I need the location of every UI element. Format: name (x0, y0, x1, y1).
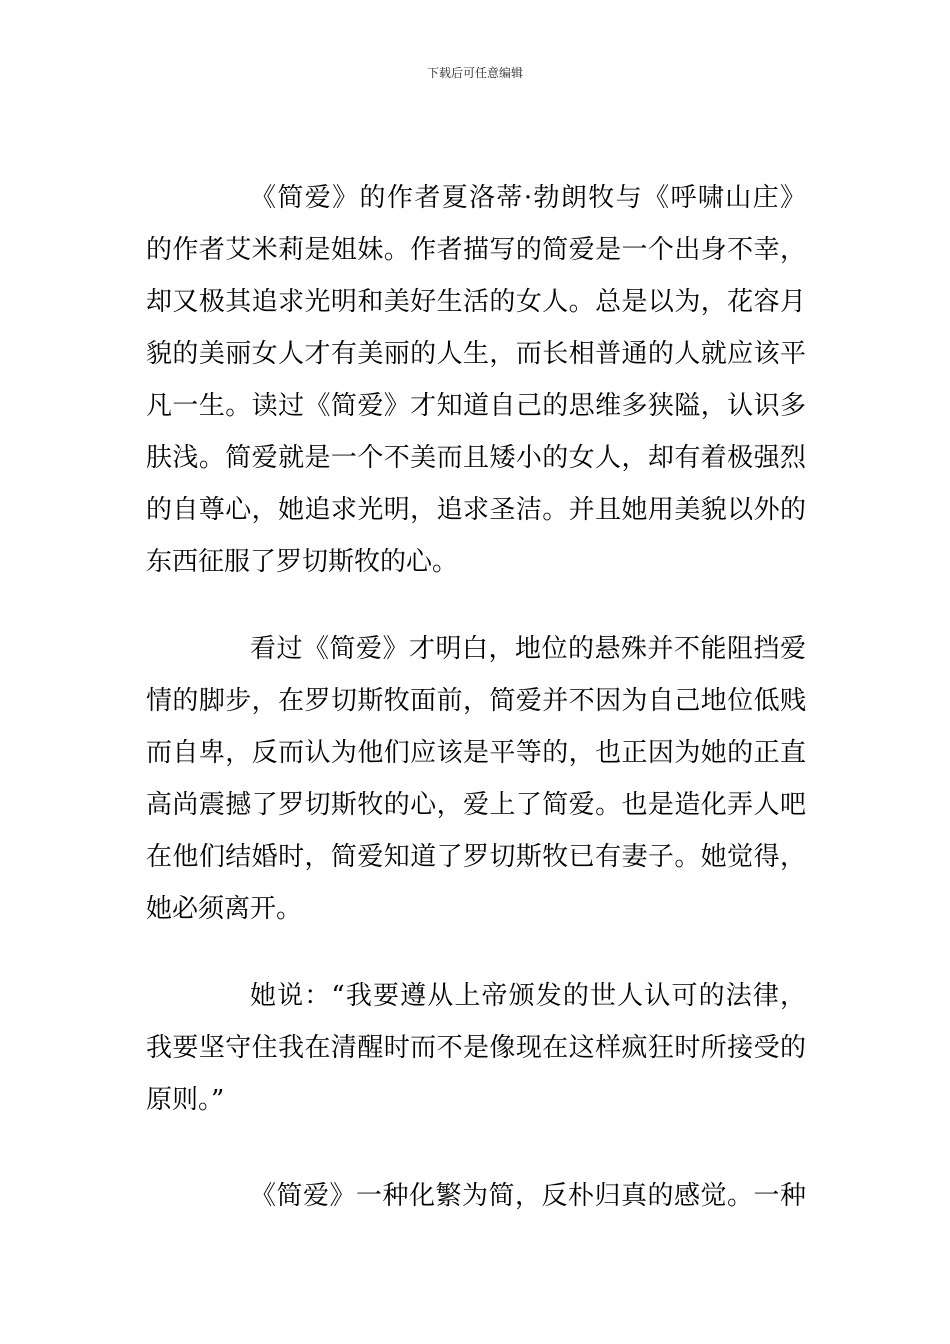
paragraph-1-line-7: 的自尊心，她追求光明，追求圣洁。并且她用美貌以外的 (146, 495, 806, 525)
paragraph-3-line-3: 原则。” (146, 1085, 225, 1115)
paragraph-1-line-6: 肤浅。简爱就是一个不美而且矮小的女人，却有着极强烈 (146, 443, 806, 473)
paragraph-1-line-2: 的作者艾米莉是姐妹。作者描写的简爱是一个出身不幸， (146, 235, 806, 265)
paragraph-1-line-4: 貌的美丽女人才有美丽的人生，而长相普通的人就应该平 (146, 339, 806, 369)
paragraph-2-line-2: 情的脚步，在罗切斯牧面前，简爱并不因为自己地位低贱 (146, 686, 806, 716)
paragraph-3-line-2: 我要坚守住我在清醒时而不是像现在这样疯狂时所接受的 (146, 1033, 806, 1063)
paragraph-1-line-5: 凡一生。读过《简爱》才知道自己的思维多狭隘，认识多 (146, 391, 806, 421)
paragraph-2-line-5: 在他们结婚时，简爱知道了罗切斯牧已有妻子。她觉得， (146, 842, 806, 872)
paragraph-1-line-1: 《简爱》的作者夏洛蒂·勃朗牧与《呼啸山庄》 (250, 183, 806, 213)
paragraph-1-line-8: 东西征服了罗切斯牧的心。 (146, 547, 459, 577)
page-header: 下载后可任意编辑 (426, 66, 523, 80)
paragraph-1-line-3: 却又极其追求光明和美好生活的女人。总是以为，花容月 (146, 287, 806, 317)
paragraph-2-line-3: 而自卑，反而认为他们应该是平等的，也正因为她的正直 (146, 738, 806, 768)
paragraph-2-line-6: 她必须离开。 (146, 894, 303, 924)
paragraph-2-line-1: 看过《简爱》才明白，地位的悬殊并不能阻挡爱 (250, 634, 806, 664)
paragraph-2-line-4: 高尚震撼了罗切斯牧的心，爱上了简爱。也是造化弄人吧 (146, 790, 806, 820)
paragraph-3-line-1: 她说：“我要遵从上帝颁发的世人认可的法律， (250, 981, 806, 1011)
paragraph-4-line-1: 《简爱》一种化繁为简，反朴归真的感觉。一种 (250, 1181, 806, 1211)
